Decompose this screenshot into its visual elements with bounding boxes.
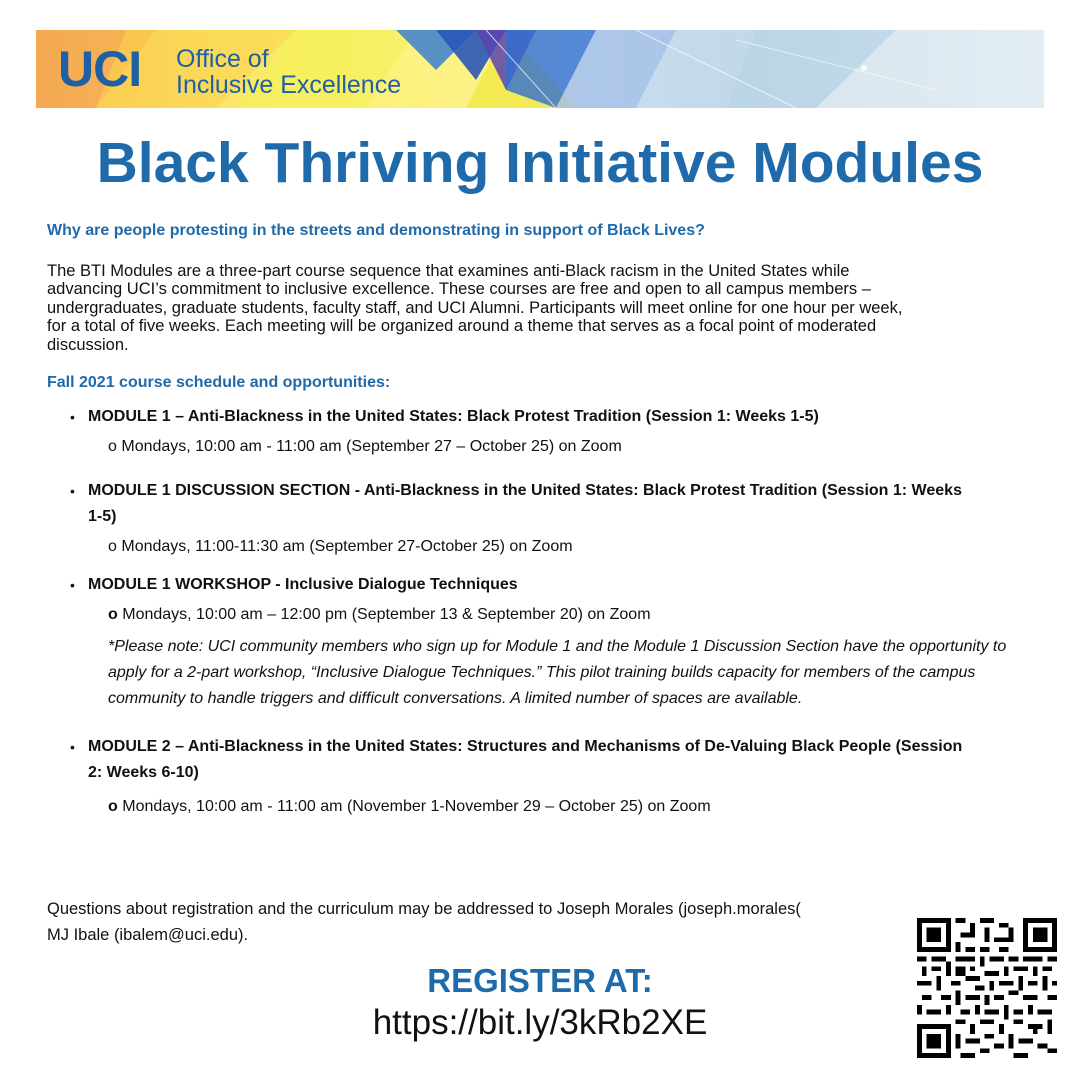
bullet: •: [70, 738, 75, 755]
intro-line: The BTI Modules are a three-part course sequence that examines anti-Black racism in the United States while: [47, 261, 850, 280]
sub-bullet-marker: o: [108, 537, 117, 555]
uci-logo: UCI: [58, 41, 142, 97]
sub-bullet-marker: o: [108, 437, 117, 455]
intro-line: discussion.: [47, 335, 129, 354]
qr-code-icon[interactable]: [917, 918, 1057, 1058]
register-heading: REGISTER AT:: [427, 962, 653, 999]
workshop-note: *Please note: UCI community members who sign up for Module 1 and the Module 1 Discussion Section have the opportunity to apply for a 2-part workshop, “Inclusive Dialogue Techniques.” This pilot training builds capacity for members of the campus community to handle triggers and difficult conversations. A limited number of spaces are available.: [108, 637, 1007, 707]
schedule-heading: Fall 2021 course schedule and opportunities:: [47, 374, 391, 391]
intro-line: for a total of five weeks. Each meeting will be organized around a theme that serves as a focal point of moderated: [47, 317, 877, 335]
list-item-module-1-discussion: [47, 478, 1037, 560]
office-name-line2: Inclusive Excellence: [176, 71, 402, 99]
list-item-module-1-workshop: [47, 572, 1037, 712]
module-title: MODULE 1 DISCUSSION SECTION - Anti-Blackness in the United States: Black Protest Tradition (Session 1: Weeks 1-5): [88, 481, 962, 525]
bullet: •: [70, 482, 75, 499]
list-item-module-2: [47, 734, 1037, 820]
module-schedule: [108, 794, 1037, 820]
module-schedule-text: Mondays, 10:00 am – 12:00 pm (September 13 & September 20) on Zoom: [122, 605, 651, 623]
intro-paragraph: [47, 262, 1037, 355]
office-name-line1: Office of: [176, 45, 269, 73]
intro-line: advancing UCI’s commitment to inclusive excellence. These courses are free and open to all campus members –: [47, 280, 871, 298]
sub-bullet-marker: o: [108, 605, 118, 623]
module-schedule-text: Mondays, 11:00-11:30 am (September 27-October 25) on Zoom: [121, 537, 573, 555]
module-schedule-text: Mondays, 10:00 am - 11:00 am (November 1-November 29 – October 25) on Zoom: [122, 797, 711, 815]
module-schedule: [108, 434, 1037, 460]
office-name: [176, 46, 401, 98]
module-schedule: [108, 602, 1037, 628]
intro-line: undergraduates, graduate students, faculty staff, and UCI Alumni. Participants will meet online for one hour per week,: [47, 298, 903, 317]
module-list: [47, 404, 1037, 820]
module-title: MODULE 1 – Anti-Blackness in the United States: Black Protest Tradition (Session 1: Weeks 1-5): [88, 407, 819, 425]
module-schedule-text: Mondays, 10:00 am - 11:00 am (September 27 – October 25) on Zoom: [121, 437, 622, 455]
bullet: •: [70, 408, 75, 425]
module-title: MODULE 1 WORKSHOP - Inclusive Dialogue Techniques: [88, 575, 518, 593]
question-heading: Why are people protesting in the streets and demonstrating in support of Black Lives?: [47, 222, 705, 239]
page-title: Black Thriving Initiative Modules: [96, 131, 984, 195]
sub-bullet-marker: o: [108, 797, 118, 815]
qr-code-graphic: [917, 918, 1057, 1058]
register-link[interactable]: https://bit.ly/3kRb2XE: [372, 1003, 708, 1042]
contact-line: MJ Ibale (ibalem@uci.edu).: [47, 926, 249, 944]
bullet: •: [70, 576, 75, 593]
contact-line: Questions about registration and the curriculum may be addressed to Joseph Morales (joseph.morales(: [47, 900, 801, 918]
contact-paragraph: [47, 896, 907, 948]
list-item-module-1: [47, 404, 1037, 460]
header-banner: [36, 30, 1044, 108]
module-title: MODULE 2 – Anti-Blackness in the United States: Structures and Mechanisms of De-Valuing Black People (Session 2: Weeks 6-10): [88, 737, 963, 781]
module-schedule: [108, 534, 1037, 560]
main-content: [47, 222, 1037, 820]
